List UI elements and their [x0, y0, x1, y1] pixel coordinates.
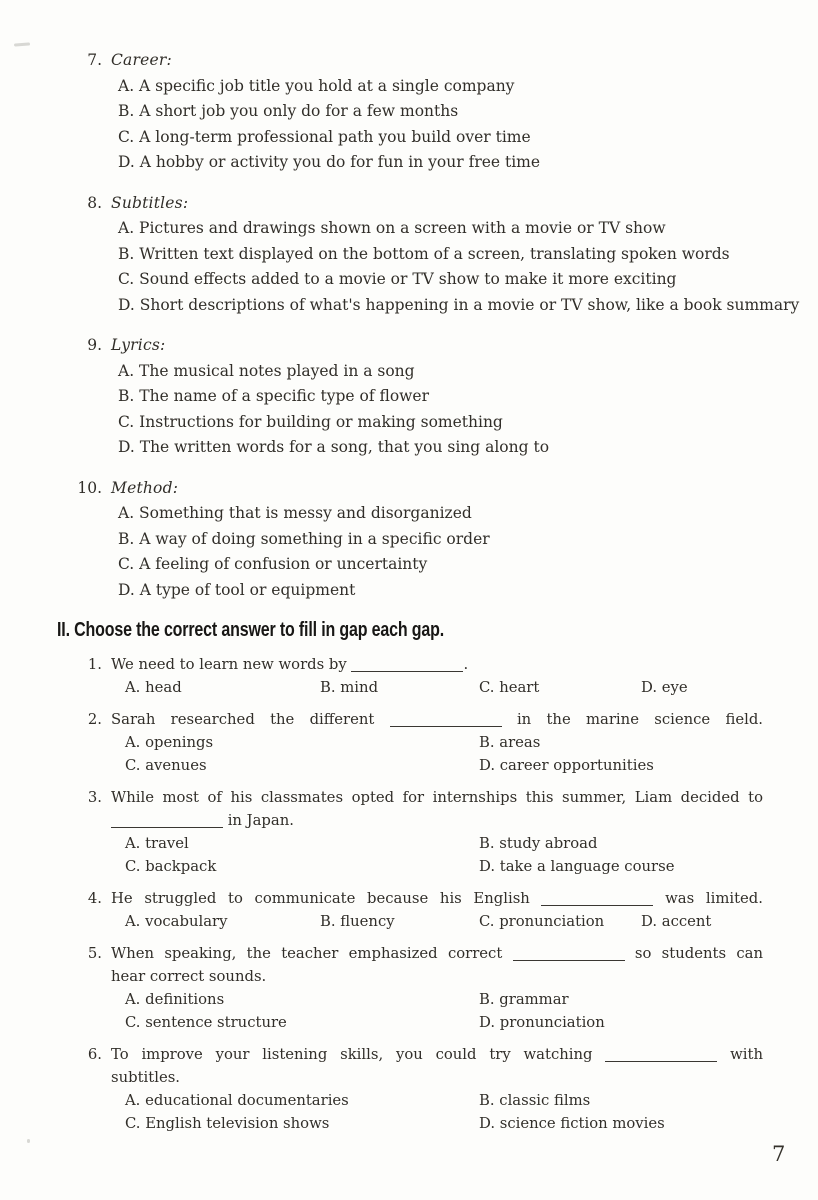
option-a: A. vocabulary [125, 913, 228, 930]
text-before-blank: We need to learn new words by [111, 656, 352, 673]
text-before-blank: He struggled to communicate because his English [111, 890, 542, 907]
option-d: D. accent [641, 913, 712, 930]
options-row [125, 676, 777, 699]
options-grid [125, 832, 777, 878]
question-header [57, 191, 788, 217]
options-list [118, 501, 808, 603]
option-a: A. A specific job title you hold at a single company [118, 76, 515, 95]
question-10 [57, 476, 788, 604]
question-number: 6. [87, 1046, 102, 1063]
question-number: 3. [87, 789, 102, 806]
question-text [57, 708, 788, 731]
question-text [57, 786, 788, 832]
answer-blank [541, 892, 653, 906]
option-d: D. eye [641, 679, 688, 696]
answer-blank [351, 658, 463, 672]
question-term: Subtitles: [111, 193, 189, 212]
option-c: C. A feeling of confusion or uncertainty [118, 555, 428, 573]
question-9 [57, 333, 788, 461]
option-c: C. Sound effects added to a movie or TV show to make it more exciting [118, 270, 677, 288]
option-b: B. The name of a specific type of flower [118, 387, 430, 405]
option-a: A. Pictures and drawings shown on a screen with a movie or TV show [118, 219, 666, 237]
option-b: B. Written text displayed on the bottom of a screen, translating spoken words [118, 244, 730, 263]
question-number: 9. [87, 336, 102, 354]
text-after-blank: in Japan. [223, 812, 294, 829]
question-8 [57, 191, 800, 319]
question-number: 8. [87, 193, 102, 212]
option-c: C. Instructions for building or making something [118, 412, 503, 431]
answer-blank [390, 713, 502, 727]
option-a: A. educational documentaries [125, 1092, 349, 1109]
question-text [57, 942, 788, 988]
option-b: B. A way of doing something in a specific order [118, 529, 490, 548]
answer-blank [111, 814, 223, 828]
section-ii-heading: II. Choose the correct answer to fill in gap each gap. [57, 619, 445, 641]
option-c: C. English television shows [125, 1115, 330, 1132]
question-3 [57, 786, 788, 878]
option-a: A. openings [125, 734, 214, 751]
option-c: C. heart [479, 679, 540, 696]
text-before-blank: Sarah researched the different [111, 711, 390, 728]
text-after-blank: . [463, 656, 469, 673]
option-a: A. Something that is messy and disorganized [118, 504, 472, 522]
text-after-blank: was limited. [653, 890, 763, 907]
option-b: B. areas [479, 734, 541, 751]
option-a: A. definitions [125, 991, 225, 1008]
options-row [125, 910, 777, 933]
text-after-blank: so students can [624, 945, 763, 962]
question-6 [57, 1043, 788, 1135]
option-c: C. sentence structure [125, 1014, 287, 1031]
option-c: C. avenues [125, 757, 207, 774]
question-line-1 [111, 942, 763, 965]
scan-artifact [27, 1139, 30, 1143]
question-lines [111, 942, 763, 988]
question-2 [57, 708, 788, 777]
options-list [118, 216, 808, 318]
question-term: Career: [111, 51, 172, 69]
question-line [111, 708, 763, 731]
options-list [118, 74, 808, 176]
question-header [57, 333, 788, 359]
question-line-2 [111, 809, 763, 832]
text-before-blank: To improve your listening skills, you could try watching [111, 1046, 606, 1063]
option-b: B. A short job you only do for a few months [118, 102, 459, 120]
section-gap-fill [57, 653, 788, 1135]
question-header [57, 476, 788, 502]
option-d: D. Short descriptions of what's happening in a movie or TV show, like a book summary [118, 295, 800, 314]
text-after-blank: in the marine science field. [501, 711, 763, 728]
option-c: C. backpack [125, 858, 217, 875]
options-list [118, 359, 808, 461]
question-number: 2. [87, 711, 102, 728]
question-4 [57, 887, 788, 933]
question-5 [57, 942, 788, 1034]
question-lines [111, 1043, 763, 1089]
option-b: B. grammar [479, 991, 569, 1008]
option-b: B. study abroad [479, 835, 598, 852]
question-number: 4. [87, 890, 102, 907]
question-line-2: hear correct sounds. [111, 968, 267, 985]
options-grid [125, 731, 777, 777]
question-line-1: While most of his classmates opted for internships this summer, Liam decided to [111, 789, 763, 806]
question-number: 1. [87, 656, 102, 673]
page-number: 7 [772, 1142, 786, 1166]
question-line [111, 887, 763, 910]
option-a: A. travel [125, 835, 189, 852]
option-a: A. The musical notes played in a song [118, 361, 415, 380]
option-b: B. mind [320, 679, 379, 696]
option-b: B. classic films [479, 1092, 591, 1109]
answer-blank [605, 1048, 717, 1062]
question-lines [111, 786, 763, 832]
option-d: D. science fiction movies [479, 1115, 665, 1132]
options-grid [125, 1089, 777, 1135]
question-text [57, 653, 788, 676]
option-d: D. The written words for a song, that you sing along to [118, 438, 550, 456]
option-d: D. A type of tool or equipment [118, 580, 356, 599]
option-d: D. take a language course [479, 858, 675, 875]
option-c: C. A long-term professional path you build over time [118, 127, 531, 146]
options-grid [125, 988, 777, 1034]
question-term: Method: [111, 478, 179, 497]
option-d: D. pronunciation [479, 1014, 605, 1031]
question-7 [57, 48, 788, 176]
question-header [57, 48, 788, 74]
question-line-2: subtitles. [111, 1069, 181, 1086]
answer-blank [513, 947, 625, 961]
question-number: 5. [87, 945, 102, 962]
question-number: 7. [87, 51, 102, 69]
question-text [57, 887, 788, 910]
text-after-blank: with [717, 1046, 763, 1063]
question-number: 10. [77, 478, 102, 497]
option-c: C. pronunciation [479, 913, 605, 930]
question-1 [57, 653, 788, 699]
option-a: A. head [125, 679, 182, 696]
question-text [57, 1043, 788, 1089]
text-before-blank: When speaking, the teacher emphasized correct [111, 945, 513, 962]
option-b: B. fluency [320, 913, 395, 930]
question-term: Lyrics: [111, 336, 166, 354]
question-line-1 [111, 1043, 763, 1066]
option-d: D. A hobby or activity you do for fun in your free time [118, 153, 541, 171]
section-definitions [57, 48, 800, 603]
option-d: D. career opportunities [479, 757, 654, 774]
question-line [111, 653, 763, 676]
